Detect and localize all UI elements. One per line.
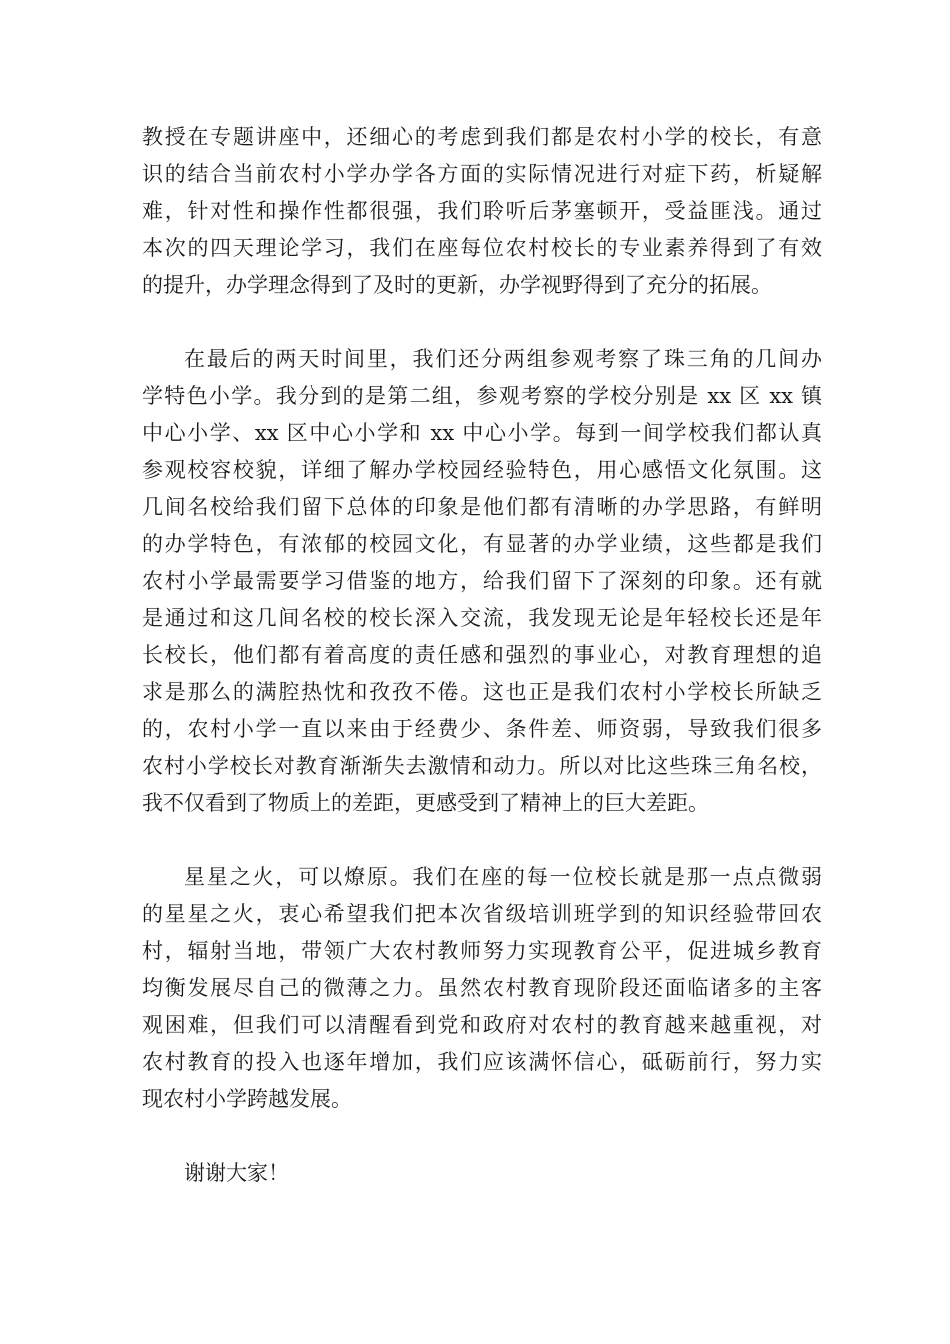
text-line: 的星星之火，衷心希望我们把本次省级培训班学到的知识经验带回农 bbox=[142, 902, 822, 926]
text-line: 难，针对性和操作性都很强，我们聆听后茅塞顿开，受益匪浅。通过 bbox=[142, 199, 822, 223]
text-line: 农村教育的投入也逐年增加，我们应该满怀信心，砥砺前行，努力实 bbox=[142, 1050, 822, 1074]
text-line: 观困难，但我们可以清醒看到党和政府对农村的教育越来越重视，对 bbox=[142, 1013, 822, 1037]
text-line: 农村小学校长对教育渐渐失去激情和动力。所以对比这些珠三角名校， bbox=[142, 754, 822, 778]
text-line: 教授在专题讲座中，还细心的考虑到我们都是农村小学的校长，有意 bbox=[142, 125, 822, 149]
text-line: 识的结合当前农村小学办学各方面的实际情况进行对症下药，析疑解 bbox=[142, 162, 822, 186]
text-line: 求是那么的满腔热忱和孜孜不倦。这也正是我们农村小学校长所缺乏 bbox=[142, 680, 822, 704]
text-line: 几间名校给我们留下总体的印象是他们都有清晰的办学思路，有鲜明 bbox=[142, 495, 822, 519]
text-line: 中心小学、xx 区中心小学和 xx 中心小学。每到一间学校我们都认真 bbox=[142, 421, 822, 445]
closing-line: 谢谢大家！ bbox=[184, 1161, 289, 1185]
text-line: 在最后的两天时间里，我们还分两组参观考察了珠三角的几间办 bbox=[184, 347, 822, 371]
text-line: 本次的四天理论学习，我们在座每位农村校长的专业素养得到了有效 bbox=[142, 236, 822, 260]
text-line: 我不仅看到了物质上的差距，更感受到了精神上的巨大差距。 bbox=[142, 791, 709, 815]
text-line: 的，农村小学一直以来由于经费少、条件差、师资弱，导致我们很多 bbox=[142, 717, 822, 741]
text-line: 的办学特色，有浓郁的校园文化，有显著的办学业绩，这些都是我们 bbox=[142, 532, 822, 556]
text-line: 是通过和这几间名校的校长深入交流，我发现无论是年轻校长还是年 bbox=[142, 606, 822, 630]
text-line: 现农村小学跨越发展。 bbox=[142, 1087, 352, 1111]
text-line: 参观校容校貌，详细了解办学校园经验特色，用心感悟文化氛围。这 bbox=[142, 458, 822, 482]
text-line: 的提升，办学理念得到了及时的更新，办学视野得到了充分的拓展。 bbox=[142, 273, 772, 297]
text-line: 农村小学最需要学习借鉴的地方，给我们留下了深刻的印象。还有就 bbox=[142, 569, 822, 593]
text-line: 长校长，他们都有着高度的责任感和强烈的事业心，对教育理想的追 bbox=[142, 643, 822, 667]
text-line: 村，辐射当地，带领广大农村教师努力实现教育公平，促进城乡教育 bbox=[142, 939, 822, 963]
text-line: 均衡发展尽自己的微薄之力。虽然农村教育现阶段还面临诸多的主客 bbox=[142, 976, 822, 1000]
text-line: 学特色小学。我分到的是第二组，参观考察的学校分别是 xx 区 xx 镇 bbox=[142, 384, 822, 408]
text-line: 星星之火，可以燎原。我们在座的每一位校长就是那一点点微弱 bbox=[184, 865, 822, 889]
